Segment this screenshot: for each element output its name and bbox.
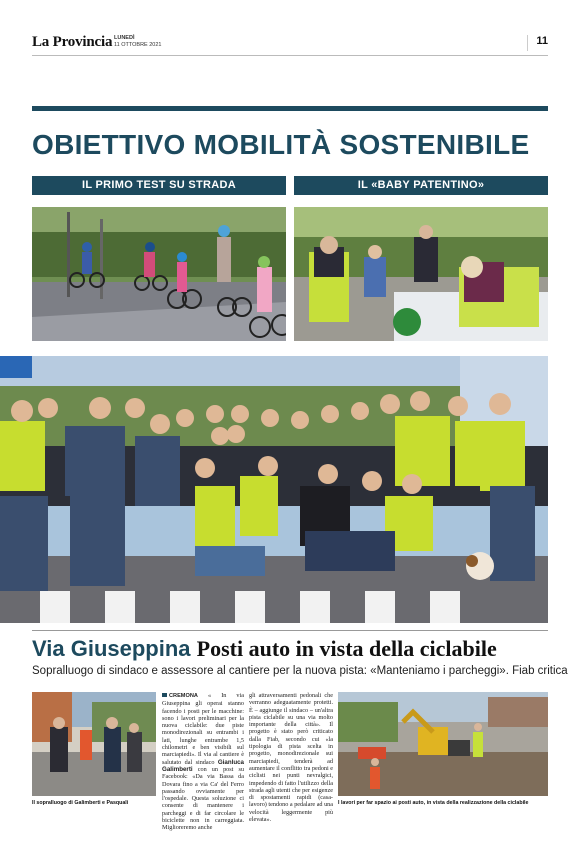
section-label-right: IL «BABY PATENTINO»	[294, 176, 548, 195]
page-headline: OBIETTIVO MOBILITÀ SOSTENIBILE	[32, 129, 530, 160]
issue-day: LUNEDÌ	[114, 35, 135, 41]
photo-inspection	[32, 692, 156, 796]
caption-right: I lavori per far spazio ai posti auto, in vista della realizzazione della ciclabile	[338, 800, 529, 806]
page-number: 11	[527, 35, 548, 51]
issue-date	[114, 35, 162, 48]
caption-left: Il sopralluogo di Galimberti e Pasquali	[32, 800, 129, 806]
article-mayor-name: Gianluca Galimberti	[162, 758, 244, 773]
section-label-left: IL PRIMO TEST SU STRADA	[32, 176, 286, 195]
section-top-bar	[32, 106, 548, 111]
article-kicker: Via Giuseppina	[32, 636, 191, 661]
photo-baby-patentino	[294, 207, 548, 341]
article-divider	[32, 630, 548, 631]
article-headline: Posti auto in vista della ciclabile	[196, 636, 497, 661]
article-dateline: CREMONA	[162, 693, 198, 699]
photo-group	[0, 356, 548, 623]
photo-bike-test	[32, 207, 286, 341]
article-title	[32, 636, 497, 662]
newspaper-logo: La Provincia	[32, 34, 113, 50]
article-body-1: « In via Giuseppina gli operai stanno facendo i posti per le macchine: sono i lavori preliminari per la nuova ciclabile: due piste monodirezionali su entrambi i lati, lunghe entrambe 1,5 chilometri e ben visibili sul marciapiedi». Il via al cantiere è salutato dal sindaco	[162, 692, 244, 766]
article-body-1b: con un post su Facebook: «Da via Bassa da Dovara fino a via Ca' del Ferro passando ovviamente per l'ospedale. Questa soluzione ci consente di mantenere i parcheggi e di far circolare le biciclette non in carreggiata. Miglioreremo anche	[162, 765, 245, 832]
issue-full-date: 11 OTTOBRE 2021	[114, 41, 162, 48]
article-deck: Sopralluogo di sindaco e assessore al cantiere per la nuova pista: «Manteniamo i parcheggi». Fiab critica	[32, 665, 568, 677]
photo-construction	[338, 692, 548, 796]
masthead	[32, 32, 548, 56]
article-column-1	[162, 692, 244, 832]
article-column-2: gli attraversamenti pedonali che verranno adeguatamente protetti. È – aggiunge il sindaco – un'altra pista ciclabile su una via molto importante della città». Il progetto è stato però criticato dalla Fiab, secondo cui «la tipologia di pista scelta in progetto, monodirezionale sui marciapiedi, tenderà ad aumentare il conflitto tra pedoni e ciclisti nei punti nevralgici, impedendo di fatto l'utilizzo della strada agli utenti che per esigenze di spostamenti rapidi (casa-lavoro) tendono a pedalare ad una velocità leggermente più elevata».	[249, 692, 334, 824]
pedestrian-sign-icon	[0, 356, 32, 378]
